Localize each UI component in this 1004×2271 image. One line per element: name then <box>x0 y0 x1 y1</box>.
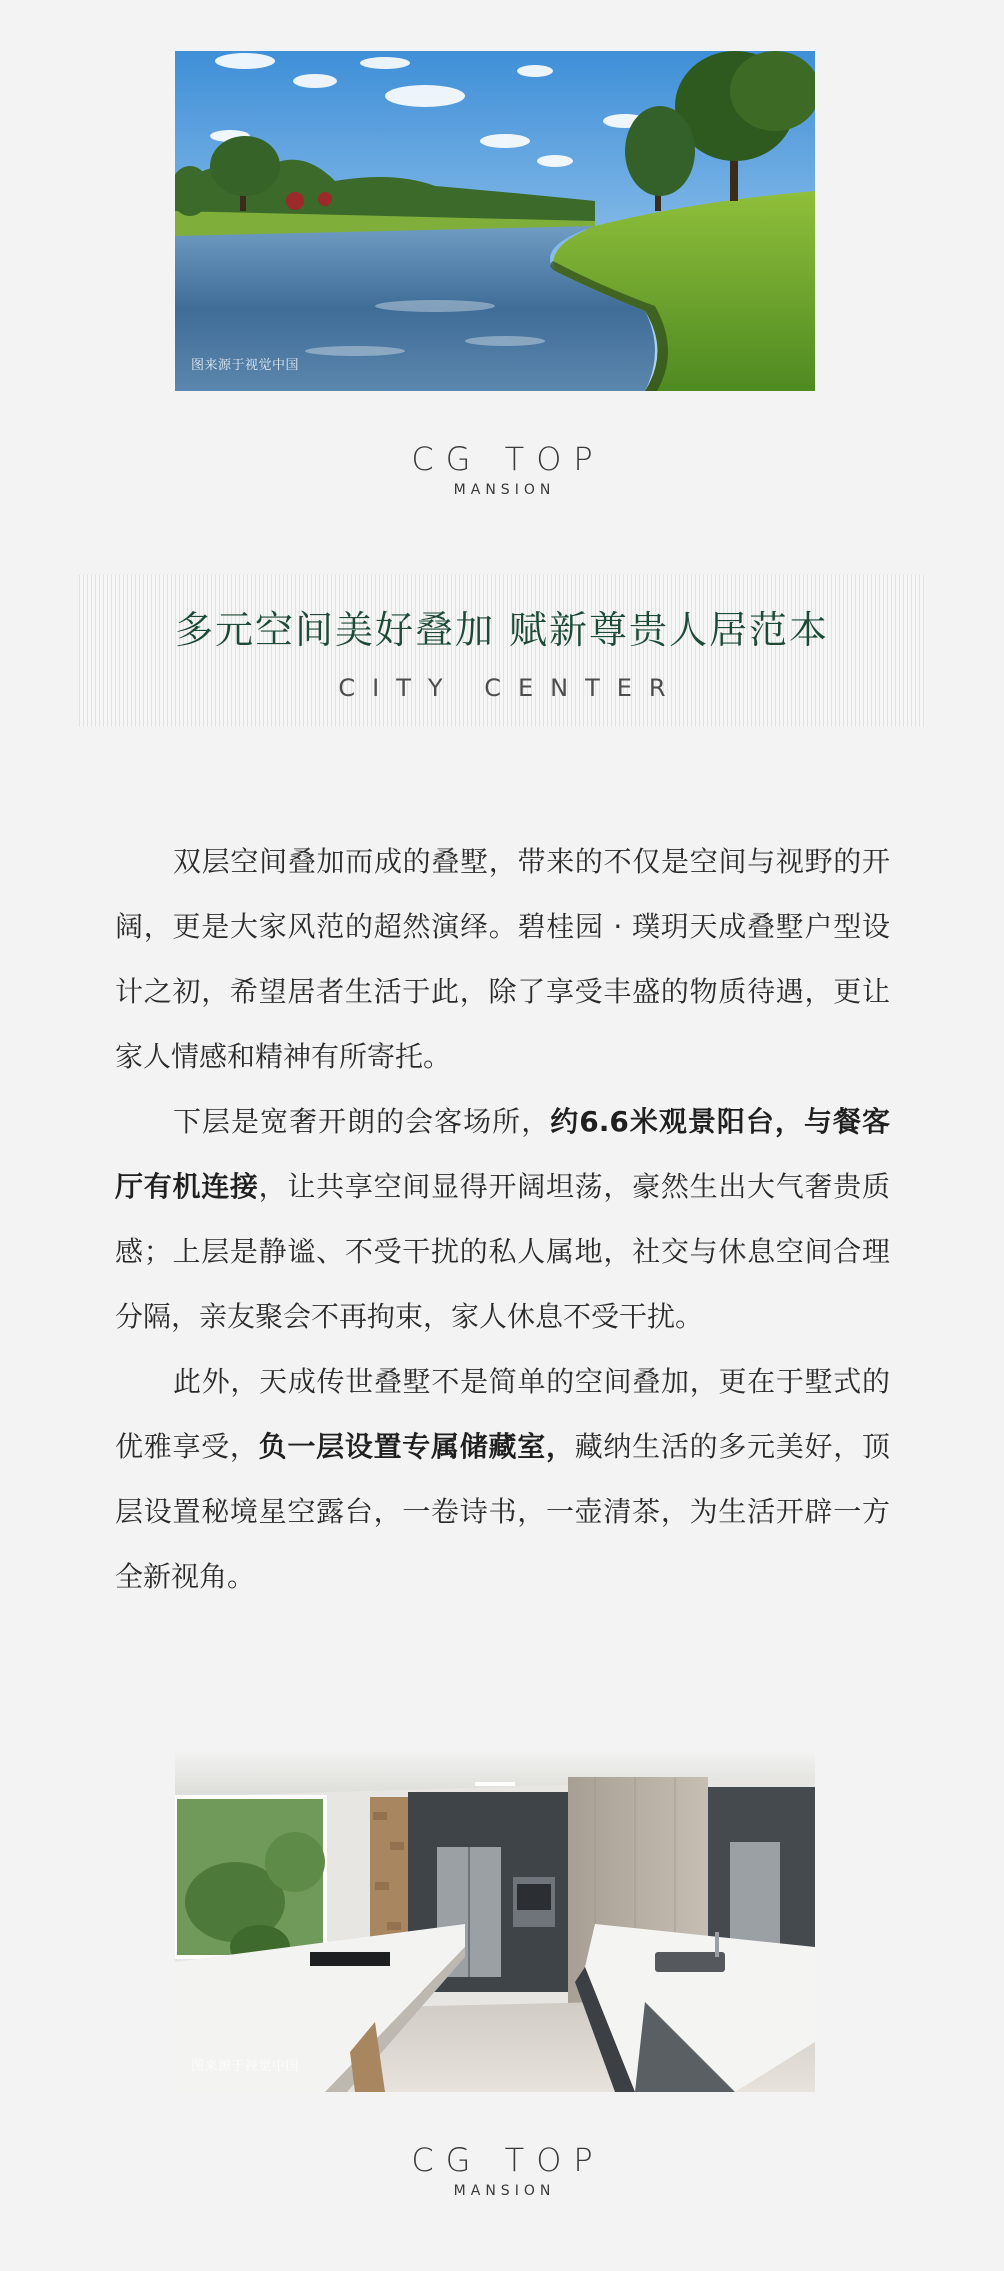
banner-subtitle: CITY CENTER <box>338 674 683 702</box>
photo-credit: 图来源于视觉中国 <box>191 358 300 373</box>
paragraph-3-text-b: 藏纳生活的多元美好，顶层设置秘境星空露台，一卷诗书，一壶清茶，为生活开辟一方全新视角。 <box>115 1430 890 1593</box>
article-body <box>115 829 890 1609</box>
banner-title: 多元空间美好叠加 赋新尊贵人居范本 <box>174 608 830 652</box>
logo-main-text: CG TOP <box>411 440 605 478</box>
logo-sub-text: MANSION <box>453 2183 556 2199</box>
paragraph-3-highlight: 负一层设置专属储藏室， <box>258 1430 575 1463</box>
paragraph-3-text-a: 此外，天成传世叠墅不是简单的空间叠加，更在于墅式的优雅享受， <box>115 1365 890 1463</box>
logo-sub-text: MANSION <box>453 482 556 498</box>
brand-logo <box>0 440 1004 500</box>
paragraph-3 <box>115 1349 890 1609</box>
logo-main-text: CG TOP <box>411 2141 605 2179</box>
brand-logo-footer <box>0 2141 1004 2201</box>
paragraph-2-text-a: 下层是宽奢开朗的会客场所， <box>173 1105 551 1138</box>
modern-kitchen-icon <box>175 1752 815 2092</box>
lake-landscape-icon <box>175 51 815 391</box>
paragraph-1-text: 双层空间叠加而成的叠墅，带来的不仅是空间与视野的开阔，更是大家风范的超然演绎。碧桂园 · 璞玥天成叠墅户型设计之初，希望居者生活于此，除了享受丰盛的物质待遇，更让家人情感和精神有所寄托。 <box>115 845 890 1073</box>
lake-landscape-photo <box>175 51 815 391</box>
photo-credit: 图来源于视觉中国 <box>191 2059 300 2074</box>
paragraph-2 <box>115 1089 890 1349</box>
headline-banner <box>79 575 925 727</box>
paragraph-2-highlight: 约6.6米观景阳台，与餐客厅有机连接 <box>115 1105 890 1203</box>
paragraph-1 <box>115 829 890 1089</box>
kitchen-photo <box>175 1752 815 2092</box>
paragraph-2-text-b: ，让共享空间显得开阔坦荡，豪然生出大气奢贵质感；上层是静谧、不受干扰的私人属地，社交与休息空间合理分隔，亲友聚会不再拘束，家人休息不受干扰。 <box>115 1170 890 1333</box>
